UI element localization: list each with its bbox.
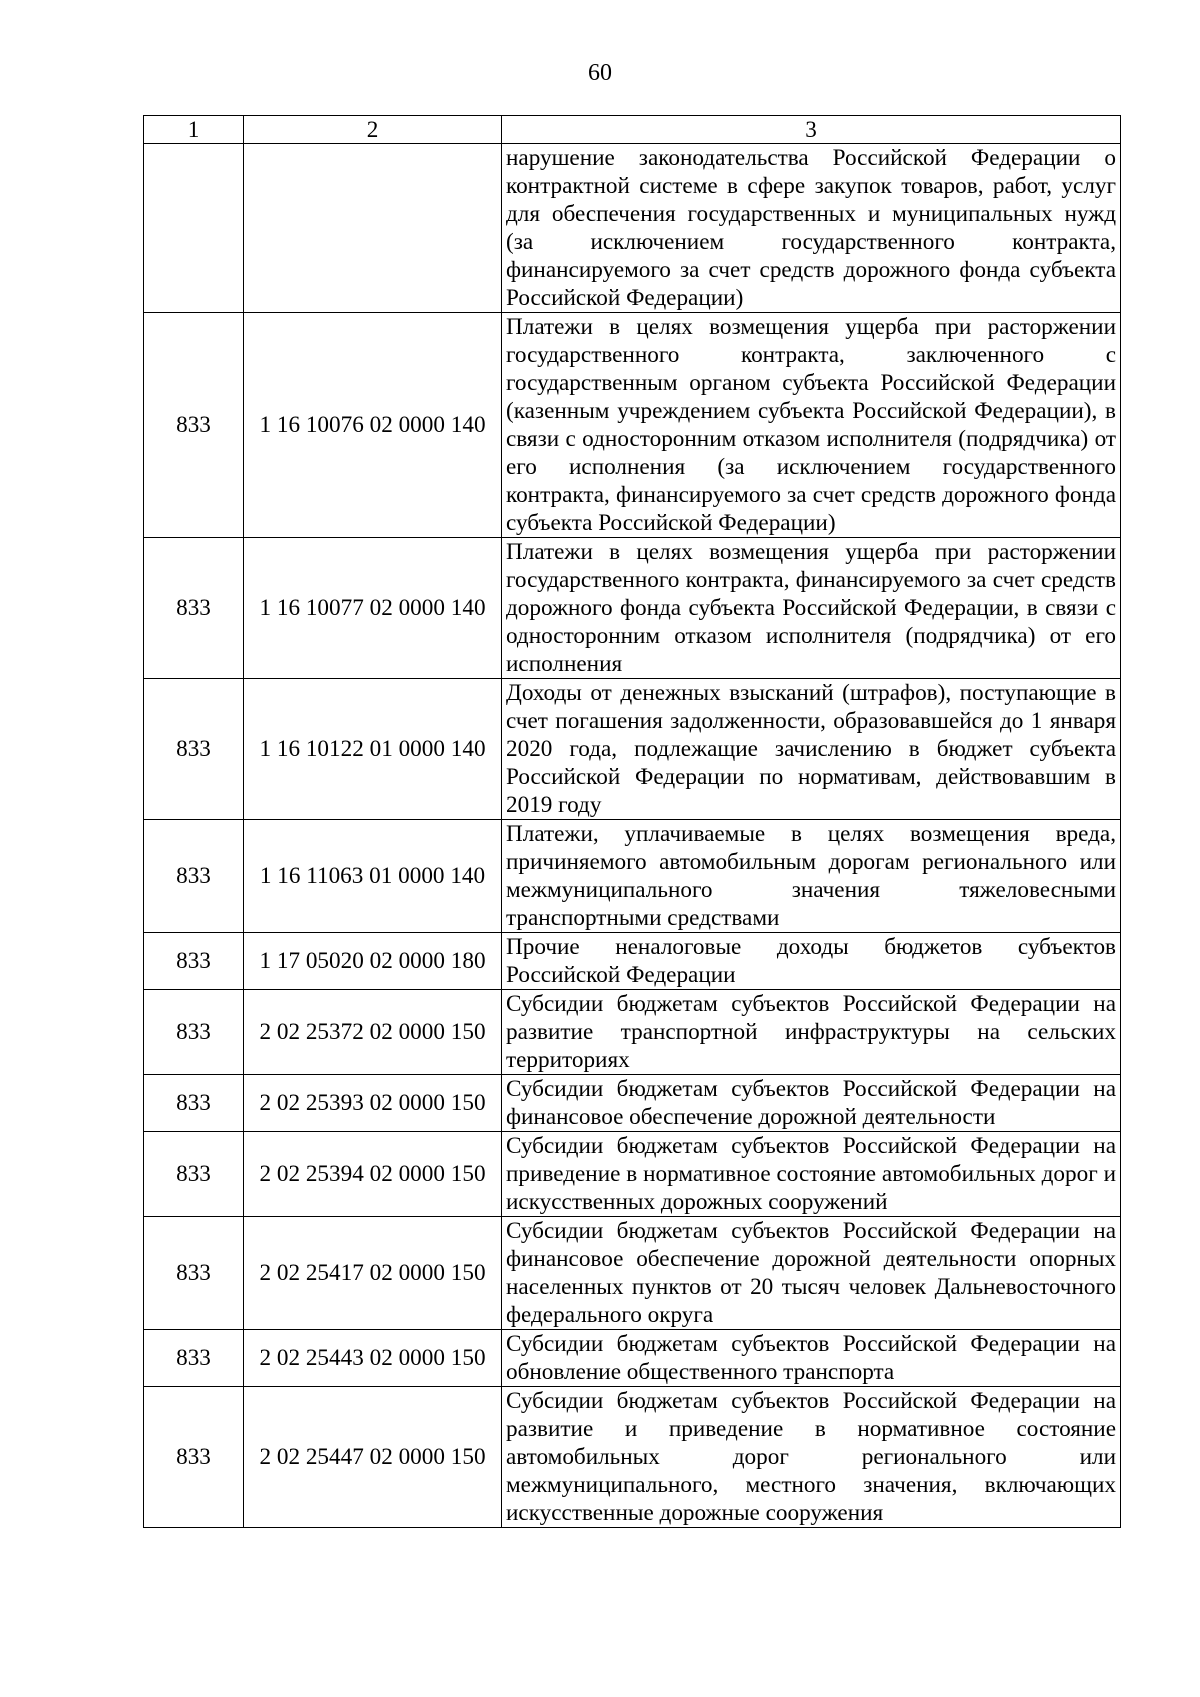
table-row (144, 538, 1121, 679)
table-row (144, 990, 1121, 1075)
table-row (144, 1330, 1121, 1387)
budget-code-cell: 2 02 25394 02 0000 150 (244, 1132, 502, 1217)
budget-code-cell (244, 144, 502, 313)
budget-code-cell: 1 17 05020 02 0000 180 (244, 933, 502, 990)
revenue-name-cell: Субсидии бюджетам субъектов Российской Федерации на финансовое обеспечение дорожной деятельности (502, 1075, 1121, 1132)
budget-code-cell: 1 16 10077 02 0000 140 (244, 538, 502, 679)
page-number: 60 (588, 60, 612, 86)
budget-code-cell: 1 16 10076 02 0000 140 (244, 313, 502, 538)
table-row (144, 144, 1121, 313)
revenue-name-cell: нарушение законодательства Российской Федерации о контрактной системе в сфере закупок товаров, работ, услуг для обеспечения государственных и муниципальных нужд (за исключением государственного контракта, финансируемого за счет средств дорожного фонда субъекта Российской Федерации) (502, 144, 1121, 313)
revenue-name-cell: Субсидии бюджетам субъектов Российской Федерации на приведение в нормативное состояние автомобильных дорог и искусственных дорожных сооружений (502, 1132, 1121, 1217)
table-row (144, 820, 1121, 933)
revenue-name-cell: Платежи, уплачиваемые в целях возмещения вреда, причиняемого автомобильным дорогам регионального или межмуниципального значения тяжеловесными транспортными средствами (502, 820, 1121, 933)
budget-code-cell: 2 02 25447 02 0000 150 (244, 1387, 502, 1528)
table-row (144, 1132, 1121, 1217)
revenue-name-cell: Субсидии бюджетам субъектов Российской Федерации на финансовое обеспечение дорожной деятельности опорных населенных пунктов от 20 тысяч человек Дальневосточного федерального округа (502, 1217, 1121, 1330)
admin-code-cell: 833 (144, 1330, 244, 1387)
admin-code-cell: 833 (144, 538, 244, 679)
revenue-name-cell: Субсидии бюджетам субъектов Российской Федерации на развитие и приведение в нормативное состояние автомобильных дорог регионального или межмуниципального, местного значения, включающих искусственные дорожные сооружения (502, 1387, 1121, 1528)
admin-code-cell: 833 (144, 679, 244, 820)
table-row (144, 1387, 1121, 1528)
revenue-name-cell: Прочие неналоговые доходы бюджетов субъектов Российской Федерации (502, 933, 1121, 990)
budget-code-cell: 2 02 25443 02 0000 150 (244, 1330, 502, 1387)
admin-code-cell: 833 (144, 1075, 244, 1132)
admin-code-cell (144, 144, 244, 313)
admin-code-cell: 833 (144, 1217, 244, 1330)
budget-code-cell: 2 02 25417 02 0000 150 (244, 1217, 502, 1330)
revenue-name-cell: Доходы от денежных взысканий (штрафов), поступающие в счет погашения задолженности, образовавшейся до 1 января 2020 года, подлежащие зачислению в бюджет субъекта Российской Федерации по нормативам, действовавшим в 2019 году (502, 679, 1121, 820)
table-row (144, 313, 1121, 538)
admin-code-cell: 833 (144, 1132, 244, 1217)
revenue-name-cell: Субсидии бюджетам субъектов Российской Федерации на развитие транспортной инфраструктуры на сельских территориях (502, 990, 1121, 1075)
budget-code-cell: 2 02 25372 02 0000 150 (244, 990, 502, 1075)
revenue-codes-table (143, 115, 1121, 1528)
revenue-name-cell: Субсидии бюджетам субъектов Российской Федерации на обновление общественного транспорта (502, 1330, 1121, 1387)
admin-code-cell: 833 (144, 313, 244, 538)
table-row (144, 933, 1121, 990)
admin-code-cell: 833 (144, 1387, 244, 1528)
admin-code-cell: 833 (144, 933, 244, 990)
header-col-2: 2 (244, 116, 502, 144)
table-row (144, 679, 1121, 820)
table-header-row (144, 116, 1121, 144)
header-col-3: 3 (502, 116, 1121, 144)
header-col-1: 1 (144, 116, 244, 144)
budget-code-cell: 1 16 11063 01 0000 140 (244, 820, 502, 933)
revenue-name-cell: Платежи в целях возмещения ущерба при расторжении государственного контракта, финансируемого за счет средств дорожного фонда субъекта Российской Федерации, в связи с односторонним отказом исполнителя (подрядчика) от его исполнения (502, 538, 1121, 679)
budget-code-cell: 2 02 25393 02 0000 150 (244, 1075, 502, 1132)
budget-code-cell: 1 16 10122 01 0000 140 (244, 679, 502, 820)
admin-code-cell: 833 (144, 990, 244, 1075)
table-row (144, 1217, 1121, 1330)
admin-code-cell: 833 (144, 820, 244, 933)
revenue-name-cell: Платежи в целях возмещения ущерба при расторжении государственного контракта, заключенного с государственным органом субъекта Российской Федерации (казенным учреждением субъекта Российской Федерации), в связи с односторонним отказом исполнителя (подрядчика) от его исполнения (за исключением государственного контракта, финансируемого за счет средств дорожного фонда субъекта Российской Федерации) (502, 313, 1121, 538)
table-row (144, 1075, 1121, 1132)
